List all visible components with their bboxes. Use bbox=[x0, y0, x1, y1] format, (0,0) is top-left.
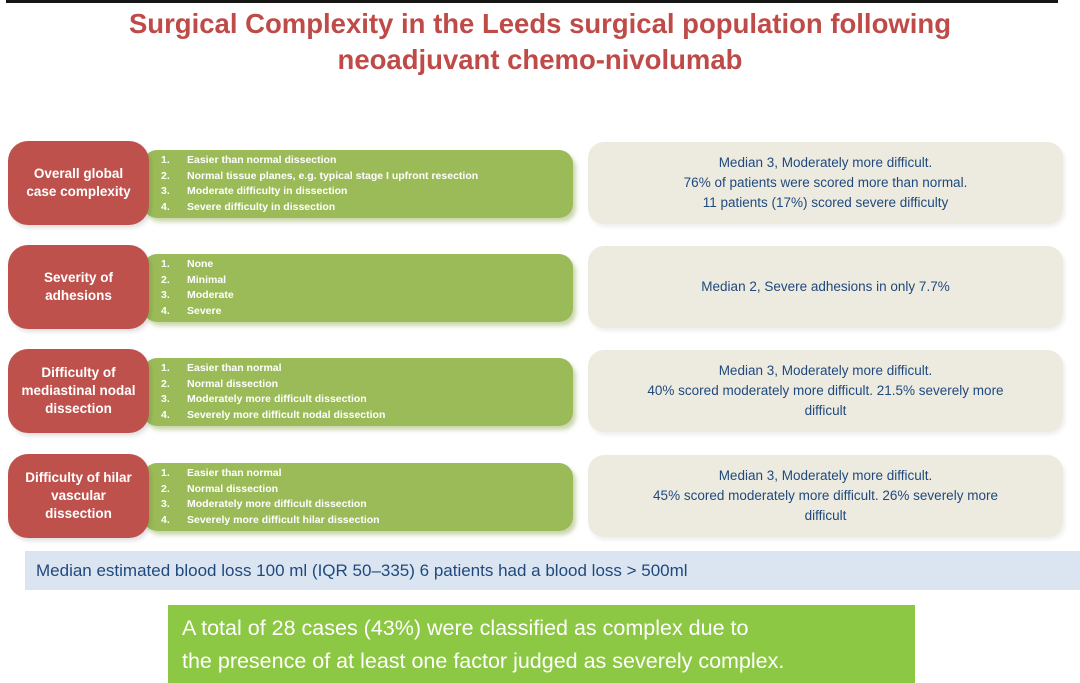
category-label-text: Difficulty of hilar vascular dissection bbox=[25, 470, 132, 521]
result-line: 11 patients (17%) scored severe difficulty bbox=[702, 195, 949, 210]
scale-item: Severely more difficult nodal dissection bbox=[187, 408, 386, 421]
complexity-row-mediastinal bbox=[0, 349, 1080, 433]
scale-list bbox=[143, 153, 488, 215]
scale-box bbox=[143, 463, 573, 531]
summary-box bbox=[168, 605, 915, 683]
scale-box bbox=[143, 150, 573, 218]
result-box bbox=[588, 455, 1063, 537]
category-label-text: Difficulty of mediastinal nodal dissection bbox=[21, 365, 136, 416]
scale-item: Easier than normal dissection bbox=[187, 154, 337, 166]
result-line: 40% scored moderately more difficult. 21.5% severely more difficult bbox=[647, 383, 1004, 418]
category-label-text: Overall global case complexity bbox=[26, 166, 131, 199]
result-box bbox=[588, 350, 1063, 432]
result-box bbox=[588, 142, 1063, 224]
category-label bbox=[8, 349, 149, 433]
scale-item: Moderately more difficult dissection bbox=[187, 498, 367, 510]
top-border-line bbox=[6, 0, 1058, 3]
result-box bbox=[588, 246, 1063, 328]
complexity-row-overall bbox=[0, 141, 1080, 225]
scale-item: Moderate difficulty in dissection bbox=[187, 185, 348, 197]
category-label bbox=[8, 454, 149, 538]
result-line: Median 3, Moderately more difficult. bbox=[718, 468, 933, 483]
complexity-row-hilar bbox=[0, 454, 1080, 538]
scale-item: Easier than normal bbox=[187, 362, 282, 374]
summary-line1: A total of 28 cases (43%) were classified as complex due to bbox=[182, 616, 749, 640]
scale-item: Minimal bbox=[187, 273, 227, 286]
scale-box bbox=[143, 254, 573, 322]
complexity-row-adhesions bbox=[0, 245, 1080, 329]
scale-item: Normal dissection bbox=[187, 377, 279, 390]
result-line: 76% of patients were scored more than normal. bbox=[683, 175, 968, 190]
slide-title-line1: Surgical Complexity in the Leeds surgical population following bbox=[128, 8, 952, 39]
scale-item: Severe difficulty in dissection bbox=[187, 200, 336, 213]
scale-list bbox=[143, 361, 395, 423]
category-label bbox=[8, 141, 149, 225]
scale-item: Easier than normal bbox=[187, 467, 282, 479]
scale-item: Severely more difficult hilar dissection bbox=[187, 513, 380, 526]
scale-box bbox=[143, 358, 573, 426]
scale-list bbox=[143, 257, 244, 319]
blood-loss-text: Median estimated blood loss 100 ml (IQR 50–335) 6 patients had a blood loss > 500ml bbox=[36, 560, 688, 580]
scale-item: Severe bbox=[187, 304, 222, 317]
category-label bbox=[8, 245, 149, 329]
blood-loss-banner bbox=[25, 551, 1080, 590]
scale-item: Moderate bbox=[187, 289, 234, 301]
result-line: Median 2, Severe adhesions in only 7.7% bbox=[701, 279, 950, 294]
category-label-text: Severity of adhesions bbox=[43, 270, 114, 303]
slide-title bbox=[0, 6, 1080, 78]
result-line: Median 3, Moderately more difficult. bbox=[718, 155, 933, 170]
result-line: 45% scored moderately more difficult. 26% severely more difficult bbox=[653, 488, 998, 523]
summary-line2: the presence of at least one factor judged as severely complex. bbox=[182, 649, 785, 673]
scale-item: None bbox=[187, 258, 214, 270]
result-line: Median 3, Moderately more difficult. bbox=[718, 363, 933, 378]
scale-item: Moderately more difficult dissection bbox=[187, 393, 367, 405]
slide-title-line2: neoadjuvant chemo-nivolumab bbox=[337, 44, 743, 75]
scale-item: Normal dissection bbox=[187, 482, 279, 495]
scale-list bbox=[143, 466, 390, 528]
scale-item: Normal tissue planes, e.g. typical stage I upfront resection bbox=[187, 169, 479, 182]
